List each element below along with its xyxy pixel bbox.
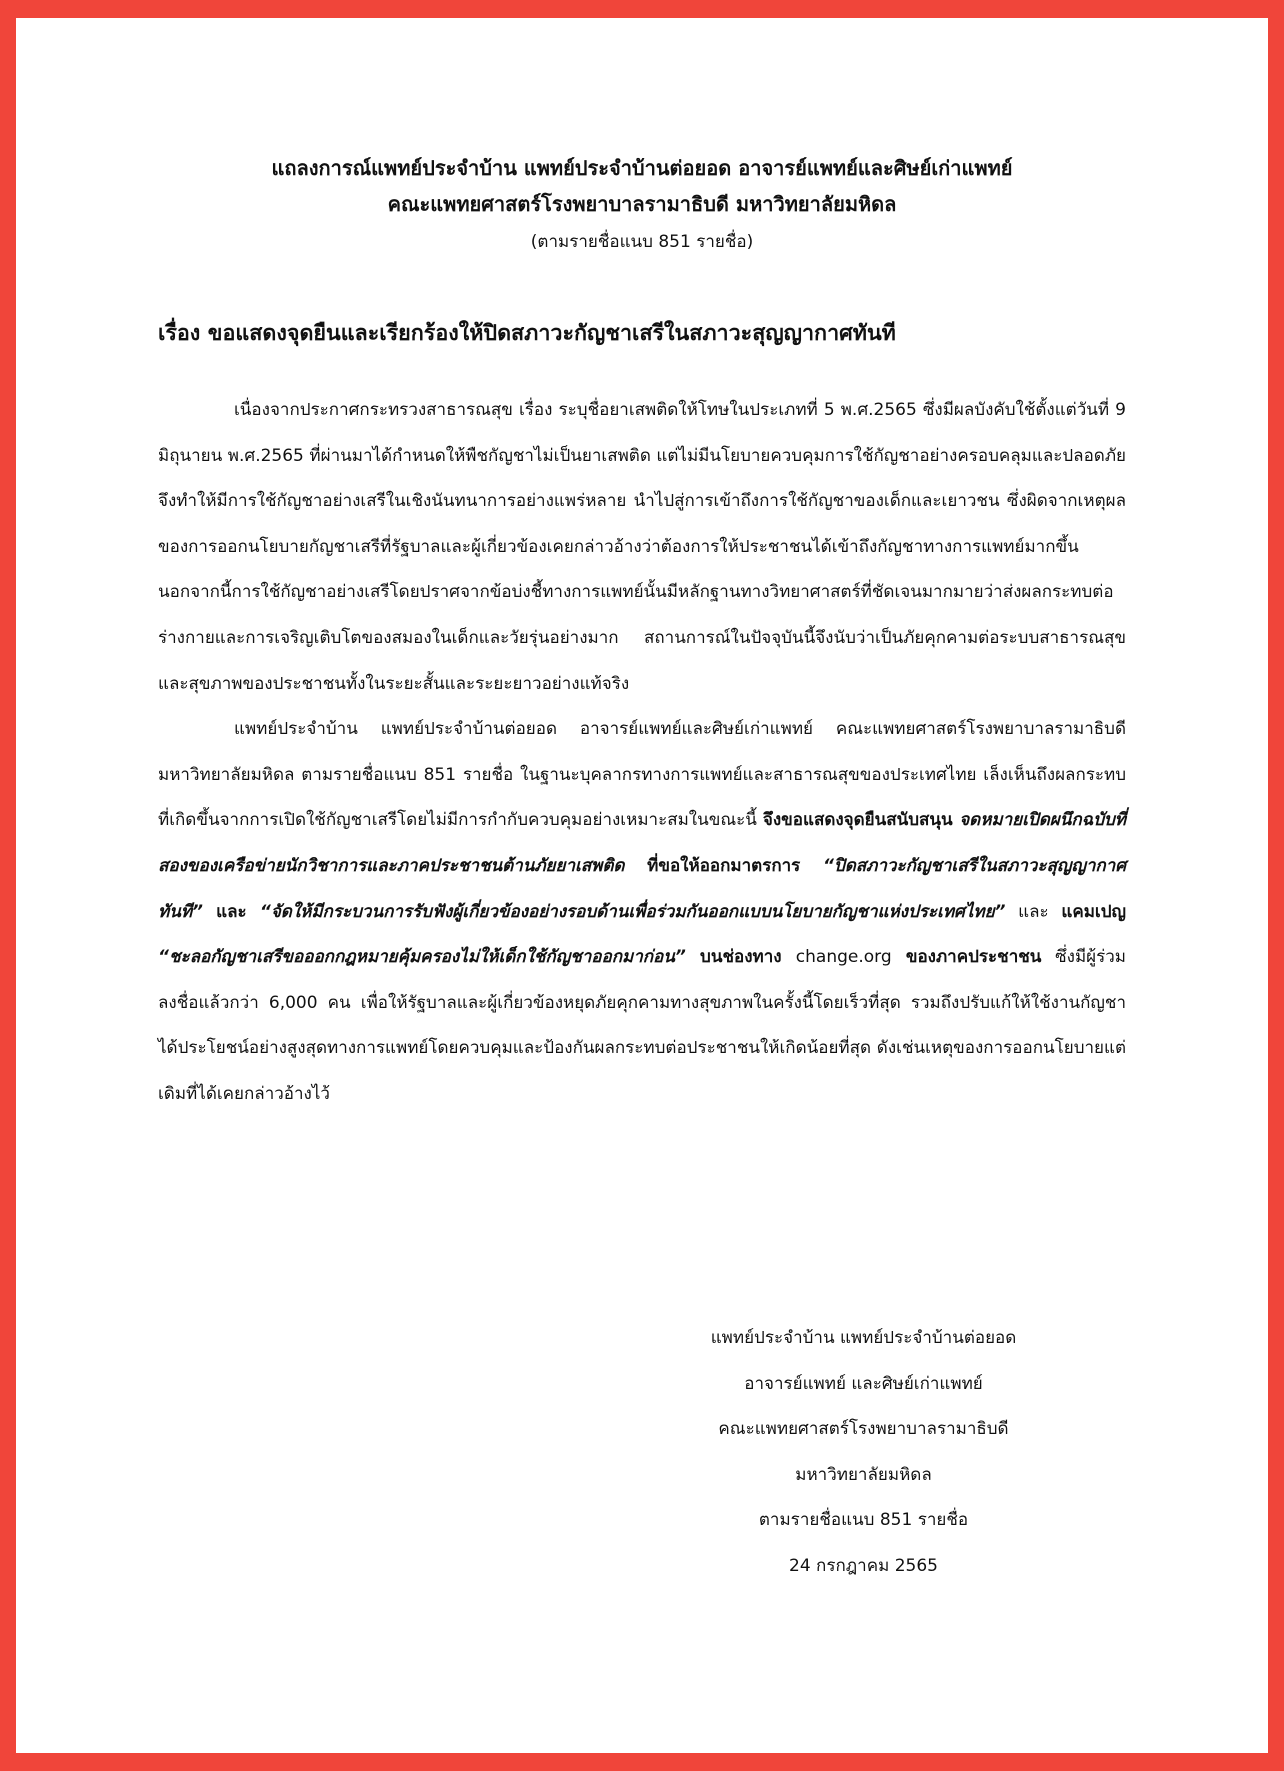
subject-line: เรื่อง ขอแสดงจุดยืนและเรียกร้องให้ปิดสภาวะกัญชาเสรีในสภาวะสุญญากาศทันที	[158, 321, 896, 346]
header-subtitle: (ตามรายชื่อแนบ 851 รายชื่อ)	[530, 232, 754, 252]
paragraph-1-text: เนื่องจากประกาศกระทรวงสาธารณสุข เรื่อง ระบุชื่อยาเสพติดให้โทษในประเภทที่ 5 พ.ศ.2565 ซึ่งมีผลบังคับใช้ตั้งแต่วันที่ 9 มิถุนายน พ.ศ.2565 ที่ผ่านมาได้กำหนดให้พืชกัญชาไม่เป็นยาเสพติด แต่ไม่มีนโยบายควบคุมการใช้กัญชาอย่างครอบคลุมและปลอดภัยจึงทำให้มีการใช้กัญชาอย่างเสรีในเชิงนันทนาการอย่างแพร่หลาย นำไปสู่การเข้าถึงการใช้กัญชาของเด็กและเยาวชน ซึ่งผิดจากเหตุผลของการออกนโยบายกัญชาเสรีที่รัฐบาลและผู้เกี่ยวข้องเคยกล่าวอ้างว่าต้องการให้ประชาชนได้เข้าถึงกัญชาทางการแพทย์มากขึ้น นอกจากนี้การใช้กัญชาอย่างเสรีโดยปราศจากข้อบ่งชี้ทางการแพทย์นั้นมีหลักฐานทางวิทยาศาสตร์ที่ชัดเจนมากมายว่าส่งผลกระทบต่อร่างกายและการเจริญเติบโตของสมองในเด็กและวัยรุ่นอย่างมาก สถานการณ์ในปัจจุบันนี้จึงนับว่าเป็นภัยคุกคามต่อระบบสาธารณสุขและสุขภาพของประชาชนทั้งในระยะสั้นและระยะยาวอย่างแท้จริง	[158, 400, 1126, 694]
signature-line-3: คณะแพทยศาสตร์โรงพยาบาลรามาธิบดี	[718, 1419, 1009, 1440]
header-title-line1: แถลงการณ์แพทย์ประจำบ้าน แพทย์ประจำบ้านต่อยอด อาจารย์แพทย์และศิษย์เก่าแพทย์	[271, 156, 1013, 180]
paragraph-2	[158, 707, 1126, 1117]
paragraph-2-plain1: และ	[1005, 901, 1062, 922]
signature-line-4: มหาวิทยาลัยมหิดล	[795, 1464, 932, 1485]
paragraph-2-bold6: ของภาคประชาชน	[891, 947, 1042, 968]
paragraph-2-bold1: จึงขอแสดงจุดยืนสนับสนุน	[762, 810, 960, 831]
signature-line-5: ตามรายชื่อแนบ 851 รายชื่อ	[758, 1510, 969, 1531]
signature-date: 24 กรกฎาคม 2565	[789, 1555, 938, 1576]
paragraph-2-bolditalic3: “จัดให้มีกระบวนการรับฟังผู้เกี่ยวข้องอย่างรอบด้านเพื่อร่วมกันออกแบบนโยบายกัญชาแห่งประเทศไทย”	[259, 901, 1006, 922]
document-body	[158, 388, 1126, 1118]
paragraph-2-bolditalic1: จดหมายเปิดผนึกฉบับที่สองของเครือข่ายนักวิชาการและภาคประชาชนต้านภัยยาเสพติด	[158, 810, 1126, 876]
paragraph-2-bolditalic4: “ชะลอกัญชาเสรีขอออกกฎหมายคุ้มครองไม่ให้เด็กใช้กัญชาออกมาก่อน”	[158, 947, 686, 968]
paragraph-2-bold4: แคมเปญ	[1061, 901, 1126, 922]
paragraph-2-part1: แพทย์ประจำบ้าน แพทย์ประจำบ้านต่อยอด อาจารย์แพทย์และศิษย์เก่าแพทย์ คณะแพทยศาสตร์โรงพยาบาลรามาธิบดี มหาวิทยาลัยมหิดล ตามรายชื่อแนบ 851 รายชื่อ ในฐานะบุคลากรทางการแพทย์และสาธารณสุขของประเทศไทย เล็งเห็นถึงผลกระทบที่เกิดขึ้นจากการเปิดใช้กัญชาเสรีโดยไม่มีการกำกับควบคุมอย่างเหมาะสมในขณะนี้	[158, 719, 1126, 831]
paragraph-1	[158, 388, 1126, 707]
signature-line-1: แพทย์ประจำบ้าน แพทย์ประจำบ้านต่อยอด	[710, 1328, 1017, 1348]
paragraph-2-change-org: change.org	[795, 947, 892, 968]
paragraph-2-bold3: และ	[202, 901, 260, 922]
paragraph-2-bold5: บนช่องทาง	[685, 947, 796, 968]
paragraph-2-part2: ซึ่งมีผู้ร่วมลงชื่อแล้วกว่า 6,000 คน เพื่อให้รัฐบาลและผู้เกี่ยวข้องหยุดภัยคุกคามทางสุขภาพในครั้งนี้โดยเร็วที่สุด รวมถึงปรับแก้ให้ใช้งานกัญชาได้ประโยชน์อย่างสูงสุดทางการแพทย์โดยควบคุมและป้องกันผลกระทบต่อประชาชนให้เกิดน้อยที่สุด ดังเช่นเหตุของการออกนโยบายแต่เดิมที่ได้เคยกล่าวอ้างไว้	[158, 947, 1126, 1104]
header-title-line2: คณะแพทยศาสตร์โรงพยาบาลรามาธิบดี มหาวิทยาลัยมหิดล	[387, 192, 897, 216]
paragraph-2-bold2: ที่ขอให้ออกมาตรการ	[624, 855, 823, 876]
statement-document	[158, 150, 1126, 1118]
signature-block	[676, 1316, 1051, 1590]
paragraph-2-bolditalic2: “ปิดสภาวะกัญชาเสรีในสภาวะสุญญากาศทันที”	[158, 855, 1126, 922]
document-header	[158, 150, 1126, 260]
signature-line-2: อาจารย์แพทย์ และศิษย์เก่าแพทย์	[744, 1373, 983, 1394]
